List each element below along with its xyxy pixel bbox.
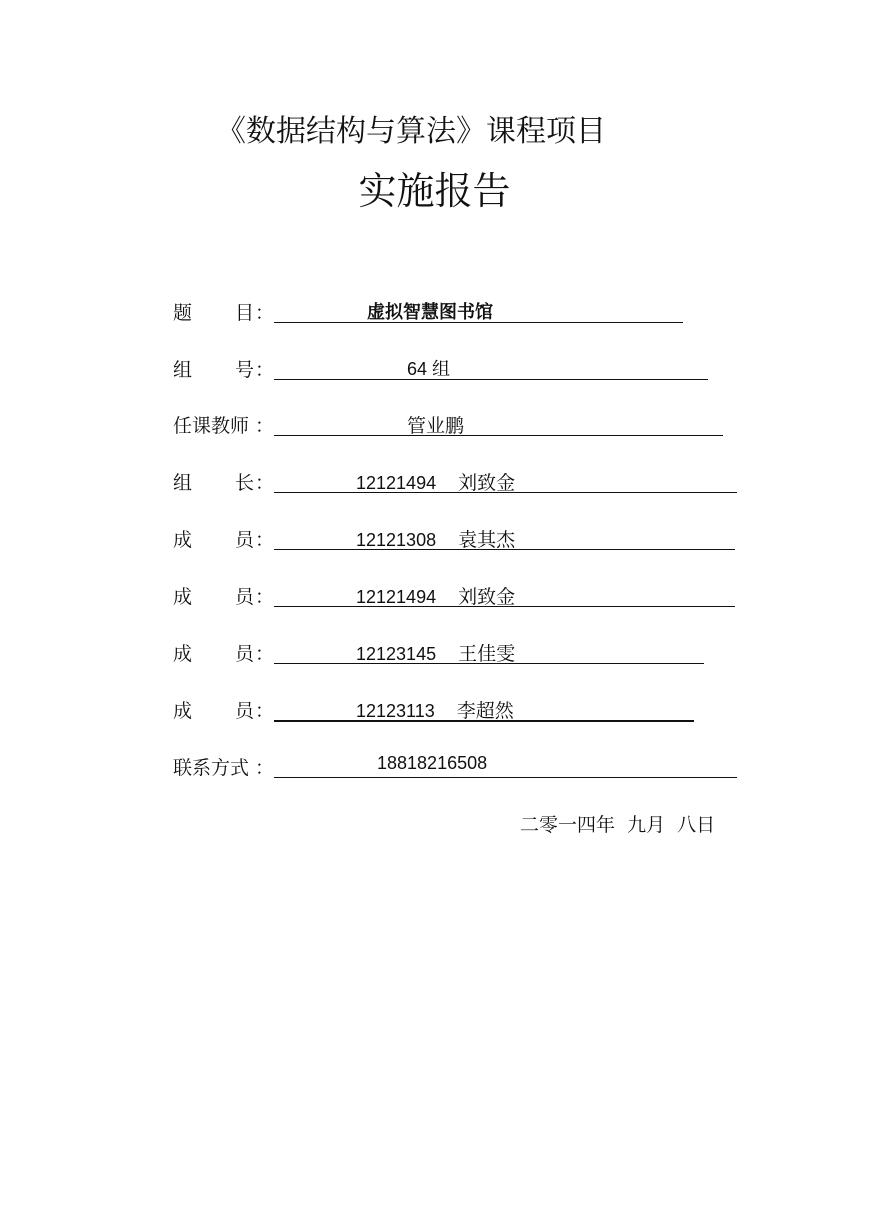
member-value [356, 639, 515, 666]
report-cover-page: 《数据结构与算法》课程项目 实施报告 题 目 ： 虚拟智慧图书馆 组 号 ： 64 组 任课教师 ： 管业鹏 组 长 ： 12121494 刘致金 成 员 ： 12121308 袁其杰 成 员 ： 12121494 刘致金 成 员 ： 12123145 王佳雯 成 员 ： 12123113 李超然 联系方式 ： 18818216508 二零一四年 九月 八日 [0, 0, 869, 1228]
member-value [356, 696, 514, 723]
member-name: 李超然 [456, 700, 514, 722]
contact-underline [274, 753, 737, 778]
member-id: 12121494 [356, 587, 437, 607]
teacher-underline [274, 411, 723, 436]
member-value [356, 525, 515, 552]
course-title: 《数据结构与算法》课程项目 [216, 114, 606, 149]
teacher-value: 管业鹏 [407, 415, 465, 437]
contact-value: 18818216508 [377, 753, 488, 773]
member-id: 12123113 [356, 701, 435, 721]
report-date: 二零一四年 九月 八日 [520, 814, 716, 836]
topic-value: 虚拟智慧图书馆 [367, 302, 493, 322]
member-value [356, 582, 515, 609]
member-name: 刘致金 [458, 586, 516, 608]
leader-id: 12121494 [356, 473, 437, 493]
report-title: 实施报告 [358, 169, 511, 213]
leader-name: 刘致金 [458, 472, 516, 494]
member-id: 12121308 [356, 530, 437, 550]
member-name: 袁其杰 [458, 529, 516, 551]
group-value: 64 组 [407, 359, 451, 379]
member-id: 12123145 [356, 644, 437, 664]
member-name: 王佳雯 [458, 643, 516, 665]
leader-value [356, 468, 515, 495]
group-underline [274, 355, 708, 380]
